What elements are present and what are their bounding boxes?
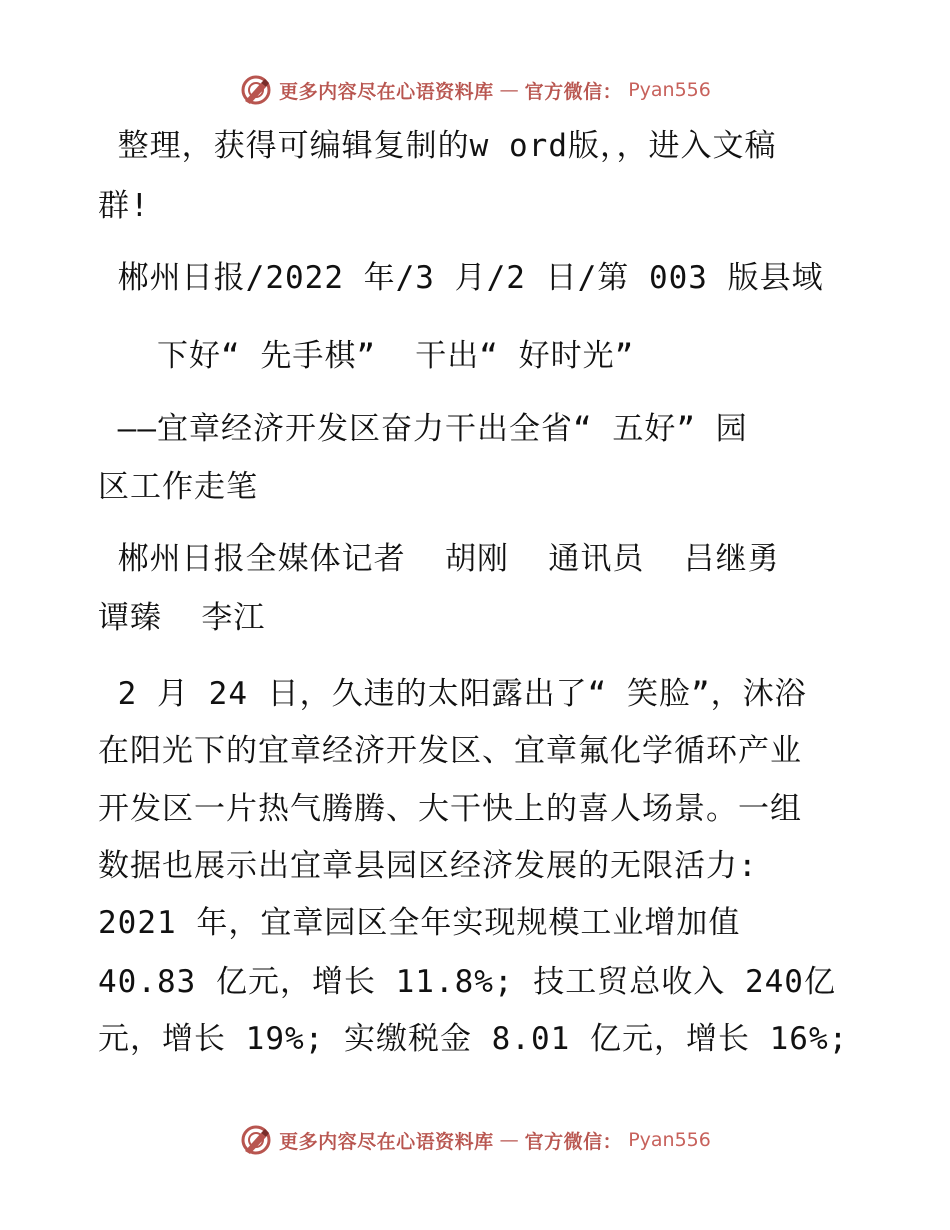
paragraph-line: 元，增长 19%; 实缴税金 8.01 亿元，增长 16%; bbox=[98, 1021, 849, 1057]
doc-line: 群! bbox=[98, 188, 150, 224]
paragraph-line: 数据也展示出宜章县园区经济发展的无限活力: bbox=[98, 848, 758, 884]
banner-wechat-id: Pyan556 bbox=[628, 79, 711, 101]
paragraph-line: 2 月 24 日，久违的太阳露出了“ 笑脸”，沐浴 bbox=[98, 676, 807, 712]
paragraph-line: 40.83 亿元，增长 11.8%; 技工贸总收入 240亿 bbox=[98, 964, 836, 1000]
footer-watermark-banner bbox=[0, 1120, 950, 1160]
paragraph-line: 在阳光下的宜章经济开发区、宜章氟化学循环产业 bbox=[98, 733, 802, 769]
banner-wechat-id: Pyan556 bbox=[628, 1129, 711, 1151]
paragraph-line: 2021 年，宜章园区全年实现规模工业增加值 bbox=[98, 905, 741, 941]
doc-line: 郴州日报/2022 年/3 月/2 日/第 003 版县域 bbox=[98, 260, 824, 296]
banner-label: 官方微信： bbox=[524, 1130, 623, 1153]
banner-label: 官方微信： bbox=[524, 80, 623, 103]
banner-separator: — bbox=[499, 79, 519, 101]
doc-line: 整理，获得可编辑复制的w ord版，，进入文稿 bbox=[98, 128, 777, 164]
article-title: 下好“ 先手棋” 干出“ 好时光” bbox=[98, 338, 635, 374]
header-watermark-banner bbox=[0, 70, 950, 110]
byline: 郴州日报全媒体记者 胡刚 通讯员 吕继勇 bbox=[98, 541, 780, 577]
banner-text: 更多内容尽在心语资料库 bbox=[279, 80, 494, 103]
article-subtitle: ——宜章经济开发区奋力干出全省“ 五好” 园 bbox=[98, 411, 748, 447]
article-subtitle-cont: 区工作走笔 bbox=[98, 469, 258, 505]
pen-logo-icon bbox=[239, 73, 273, 107]
banner-separator: — bbox=[499, 1129, 519, 1151]
pen-logo-icon bbox=[239, 1123, 273, 1157]
banner-text: 更多内容尽在心语资料库 bbox=[279, 1130, 494, 1153]
byline-cont: 谭臻 李江 bbox=[98, 600, 266, 636]
paragraph-line: 开发区一片热气腾腾、大干快上的喜人场景。一组 bbox=[98, 791, 802, 827]
